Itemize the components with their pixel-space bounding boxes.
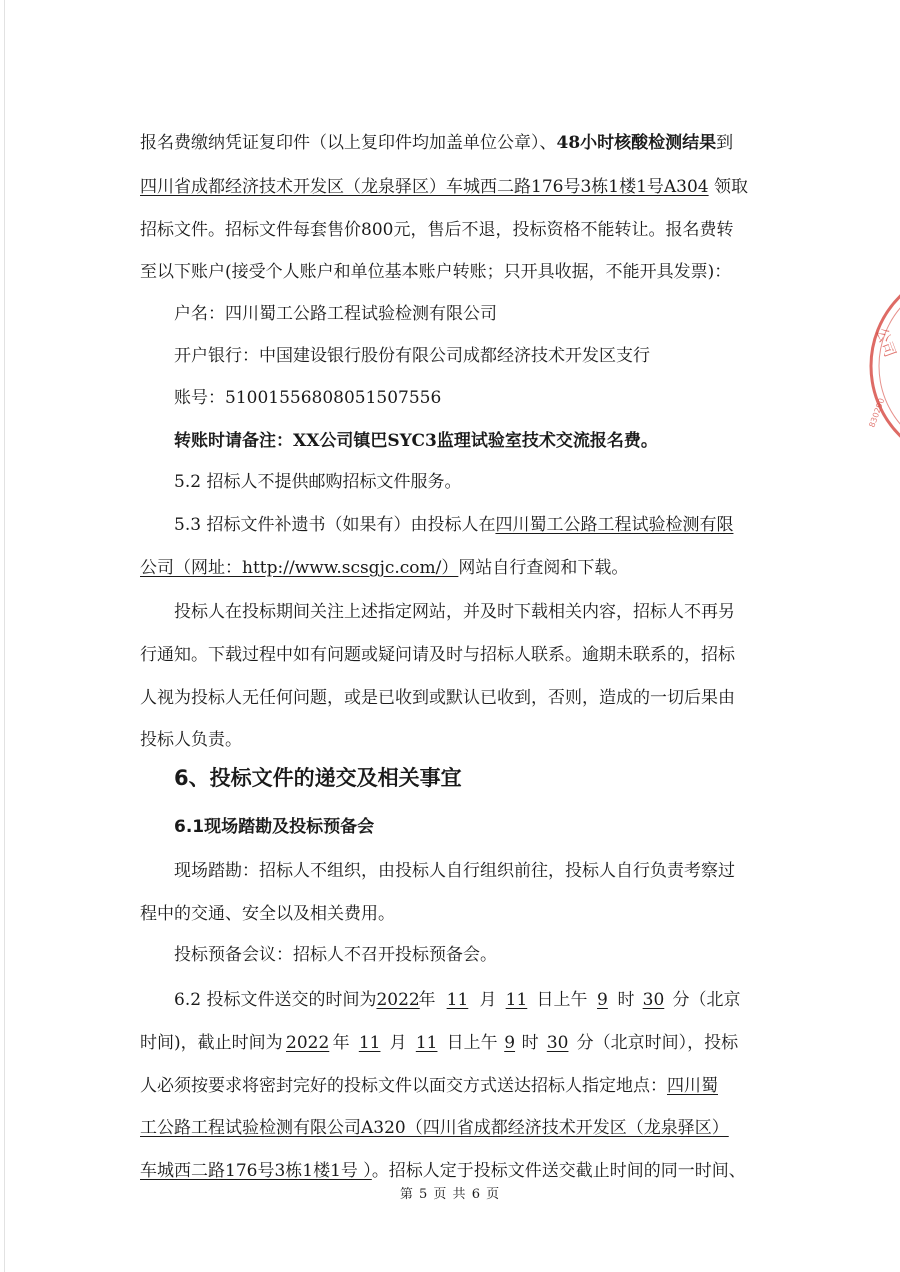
bank-name: 开户银行：中国建设银行股份有限公司成都经济技术开发区支行 bbox=[174, 346, 650, 366]
company-seal-stamp bbox=[864, 278, 900, 453]
website-link: 公司（网址：http://www.scsgjc.com/） bbox=[140, 558, 459, 578]
text-line: 程中的交通、安全以及相关费用。 bbox=[140, 904, 395, 924]
section-6-heading: 6、投标文件的递交及相关事宜 bbox=[174, 766, 462, 790]
transfer-remark: 转账时请备注：XX公司镇巴SYC3监理试验室技术交流报名费。 bbox=[174, 431, 658, 451]
section-5-2: 5.2 招标人不提供邮购招标文件服务。 bbox=[174, 472, 462, 492]
text-line: 现场踏勘：招标人不组织，由投标人自行组织前往，投标人自行负责考察过 bbox=[174, 861, 735, 881]
text-line: 报名费缴纳凭证复印件（以上复印件均加盖单位公章）、48小时核酸检测结果到 bbox=[140, 133, 734, 153]
text-line: 至以下账户(接受个人账户和单位基本账户转账；只开具收据，不能开具发票)： bbox=[140, 262, 732, 282]
text-line: 行通知。下载过程中如有问题或疑问请及时与招标人联系。逾期未联系的，招标 bbox=[140, 645, 735, 665]
text-line: 工公路工程试验检测有限公司A320（四川省成都经济技术开发区（龙泉驿区） bbox=[140, 1118, 729, 1138]
text-line: 投标预备会议：招标人不召开投标预备会。 bbox=[174, 945, 497, 965]
text-line: 投标人负责。 bbox=[140, 730, 242, 750]
text-line: 公司（网址：http://www.scsgjc.com/）网站自行查阅和下载。 bbox=[140, 558, 629, 578]
text-line: 人必须按要求将密封完好的投标文件以面交方式送达招标人指定地点：四川蜀 bbox=[140, 1076, 718, 1096]
page-footer: 第 5 页 共 6 页 bbox=[399, 1187, 501, 1202]
text-line: 招标文件。招标文件每套售价800元，售后不退，投标资格不能转让。报名费转 bbox=[140, 220, 734, 240]
scan-edge-line bbox=[4, 0, 5, 1272]
section-6-2: 6.2 投标文件送交的时间为2022年 11 月 11 日上午 9 时 30 分（北京 bbox=[174, 990, 741, 1010]
text-line: 四川省成都经济技术开发区（龙泉驿区）车城西二路176号3栋1楼1号A304 领取 bbox=[140, 177, 749, 197]
svg-text:830290: 830290 bbox=[867, 396, 887, 429]
text-line: 人视为投标人无任何问题，或是已收到或默认已收到，否则，造成的一切后果由 bbox=[140, 688, 735, 708]
section-5-3: 5.3 招标文件补遗书（如果有）由投标人在四川蜀工公路工程试验检测有限 bbox=[174, 515, 734, 535]
account-number: 账号：51001556808051507556 bbox=[174, 388, 442, 408]
account-name: 户名：四川蜀工公路工程试验检测有限公司 bbox=[174, 304, 497, 324]
section-6-1-heading: 6.1现场踏勘及投标预备会 bbox=[174, 817, 375, 837]
text-line: 时间)，截止时间为 2022 年 11 月 11 日上午 9 时 30 分（北京时间），投标 bbox=[140, 1033, 739, 1053]
text-line: 车城西二路176号3栋1楼1号 ）。招标人定于投标文件送交截止时间的同一时间、 bbox=[140, 1161, 746, 1181]
address-underlined: 四川省成都经济技术开发区（龙泉驿区）车城西二路176号3栋1楼1号A304 bbox=[140, 177, 709, 197]
text-line: 投标人在投标期间关注上述指定网站，并及时下载相关内容，招标人不再另 bbox=[174, 602, 735, 622]
svg-text:公司: 公司 bbox=[872, 325, 900, 360]
